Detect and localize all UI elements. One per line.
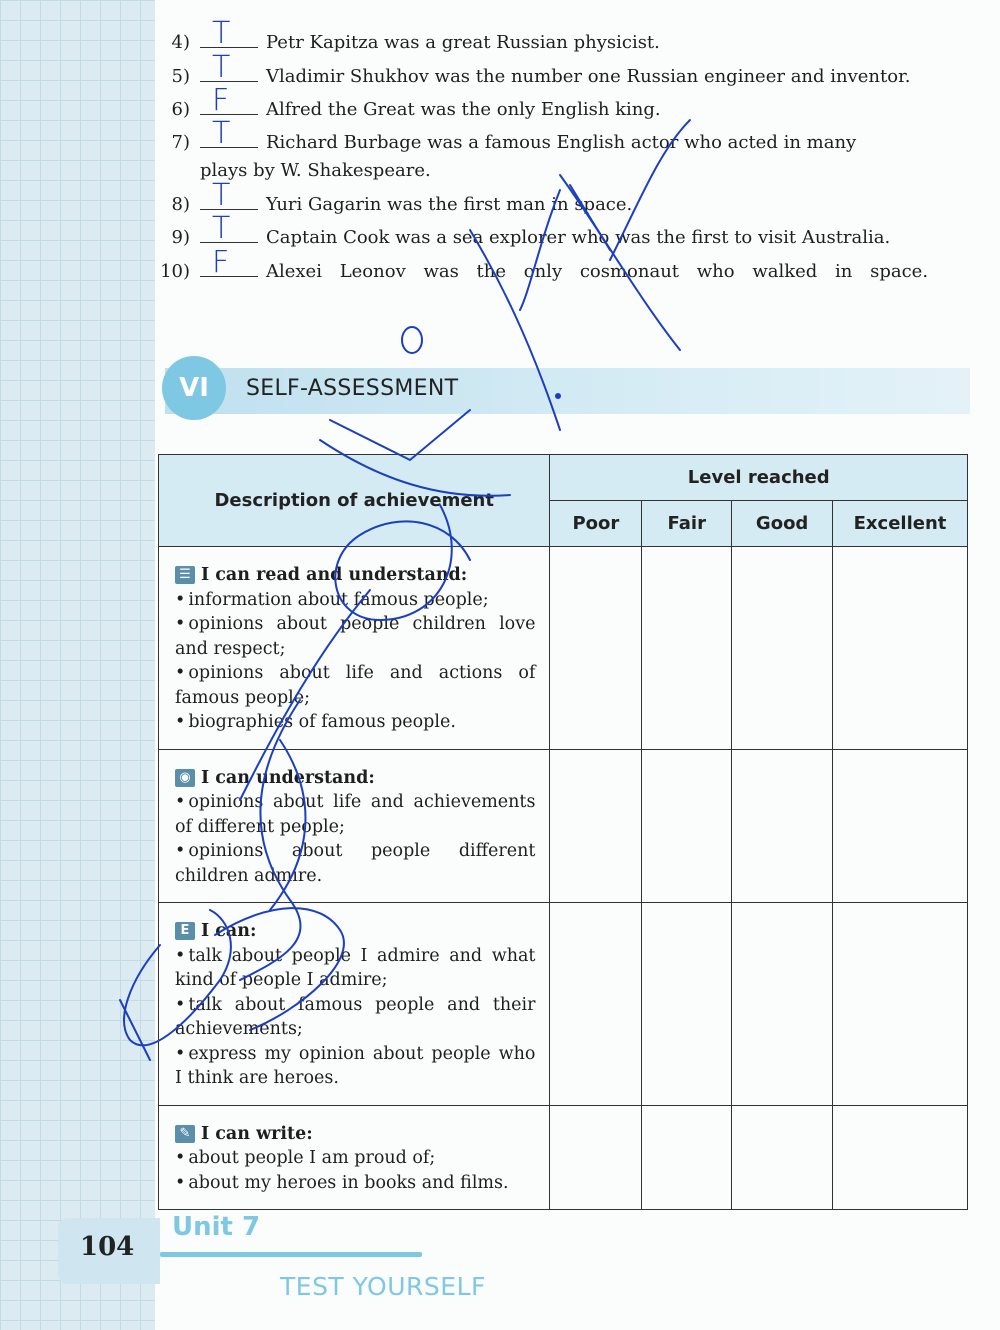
writing-icon: ✎	[175, 1125, 195, 1143]
level-cell-fair[interactable]	[642, 547, 732, 750]
list-item: • talk about famous people and their achievements;	[175, 993, 535, 1042]
answer-blank[interactable]	[200, 50, 258, 85]
statement-8: 8) T Yuri Gagarin was the first man in space.	[171, 178, 633, 215]
answer-blank[interactable]	[200, 211, 258, 246]
list-item: • express my opinion about people who I think are heroes.	[175, 1042, 535, 1091]
unit-label: Unit 7	[172, 1212, 261, 1242]
listening-icon: ◉	[175, 769, 195, 787]
statement-9: 9) T Captain Cook was a sea explorer who was the first to visit Australia.	[171, 211, 891, 248]
level-reached-header: Level reached	[550, 455, 968, 501]
section-number-badge: VI	[162, 356, 226, 420]
statement-6: 6) F Alfred the Great was the only English king.	[171, 83, 661, 120]
level-excellent-header: Excellent	[833, 501, 968, 547]
handwritten-mark: T	[212, 50, 231, 85]
answer-blank[interactable]	[200, 16, 258, 51]
description-header: Description of achievement	[159, 455, 550, 547]
level-cell-poor[interactable]	[550, 547, 642, 750]
list-item: • opinions about life and achievements of different people;	[175, 790, 535, 839]
list-item: • opinions about life and actions of famous people;	[175, 661, 535, 710]
statement-7: 7) T Richard Burbage was a famous English actor who acted in many	[171, 116, 857, 153]
level-cell-good[interactable]	[732, 749, 833, 903]
level-cell-good[interactable]	[732, 903, 833, 1106]
list-item: • opinions about people different children admire.	[175, 839, 535, 888]
page-number: 104	[80, 1232, 135, 1262]
answer-blank[interactable]	[200, 178, 258, 213]
self-assessment-table	[158, 454, 968, 1210]
answer-blank[interactable]	[200, 116, 258, 151]
level-poor-header: Poor	[550, 501, 642, 547]
answer-blank[interactable]	[200, 83, 258, 118]
level-cell-excellent[interactable]	[833, 1105, 968, 1210]
level-cell-poor[interactable]	[550, 903, 642, 1106]
list-item: • opinions about people children love and respect;	[175, 612, 535, 661]
list-item: • about people I am proud of;	[175, 1146, 535, 1171]
list-item: • about my heroes in books and films.	[175, 1171, 535, 1196]
achievement-description: ☰ I can read and understand: • information about famous people; • opinions about people children love and respect; • opinions about life and actions of famous people; • biographies of famous people.	[159, 547, 550, 750]
level-cell-excellent[interactable]	[833, 749, 968, 903]
statement-4: 4) T Petr Kapitza was a great Russian physicist.	[171, 16, 660, 53]
answer-blank[interactable]	[200, 245, 258, 280]
handwritten-mark: T	[212, 16, 231, 51]
table-row	[159, 547, 968, 750]
table-row	[159, 749, 968, 903]
section-label: TEST YOURSELF	[280, 1272, 486, 1301]
page-margin-grid	[0, 0, 155, 1330]
level-cell-poor[interactable]	[550, 1105, 642, 1210]
handwritten-mark: F	[212, 83, 230, 118]
level-fair-header: Fair	[642, 501, 732, 547]
level-cell-fair[interactable]	[642, 903, 732, 1106]
level-cell-good[interactable]	[732, 1105, 833, 1210]
statement-10: 10) F Alexei Leonov was the only cosmonaut who walked in space.	[160, 245, 929, 282]
statement-7-continuation: plays by W. Shakespeare.	[200, 160, 431, 181]
list-item: • information about famous people;	[175, 588, 535, 613]
level-cell-good[interactable]	[732, 547, 833, 750]
achievement-description: ✎ I can write: • about people I am proud of; • about my heroes in books and films.	[159, 1105, 550, 1210]
handwritten-mark: F	[212, 245, 230, 280]
list-item: • talk about people I admire and what kind of people I admire;	[175, 944, 535, 993]
level-cell-fair[interactable]	[642, 1105, 732, 1210]
section-title: SELF-ASSESSMENT	[246, 376, 459, 401]
statement-5: 5) T Vladimir Shukhov was the number one Russian engineer and inventor.	[171, 50, 911, 87]
handwritten-mark: T	[212, 211, 231, 246]
unit-underline	[160, 1252, 422, 1257]
table-row	[159, 903, 968, 1106]
list-item: • biographies of famous people.	[175, 710, 535, 735]
level-good-header: Good	[732, 501, 833, 547]
table-row	[159, 1105, 968, 1210]
handwritten-mark: T	[212, 178, 231, 213]
handwritten-mark: T	[212, 116, 231, 151]
level-cell-poor[interactable]	[550, 749, 642, 903]
level-cell-excellent[interactable]	[833, 547, 968, 750]
achievement-description: ◉ I can understand: • opinions about life and achievements of different people; • opinions about people different children admire.	[159, 749, 550, 903]
speaking-icon: E	[175, 922, 195, 940]
reading-icon: ☰	[175, 566, 195, 584]
level-cell-fair[interactable]	[642, 749, 732, 903]
level-cell-excellent[interactable]	[833, 903, 968, 1106]
achievement-description: E I can: • talk about people I admire and what kind of people I admire; • talk about famous people and their achievements; • express my opinion about people who I think are heroes.	[159, 903, 550, 1106]
